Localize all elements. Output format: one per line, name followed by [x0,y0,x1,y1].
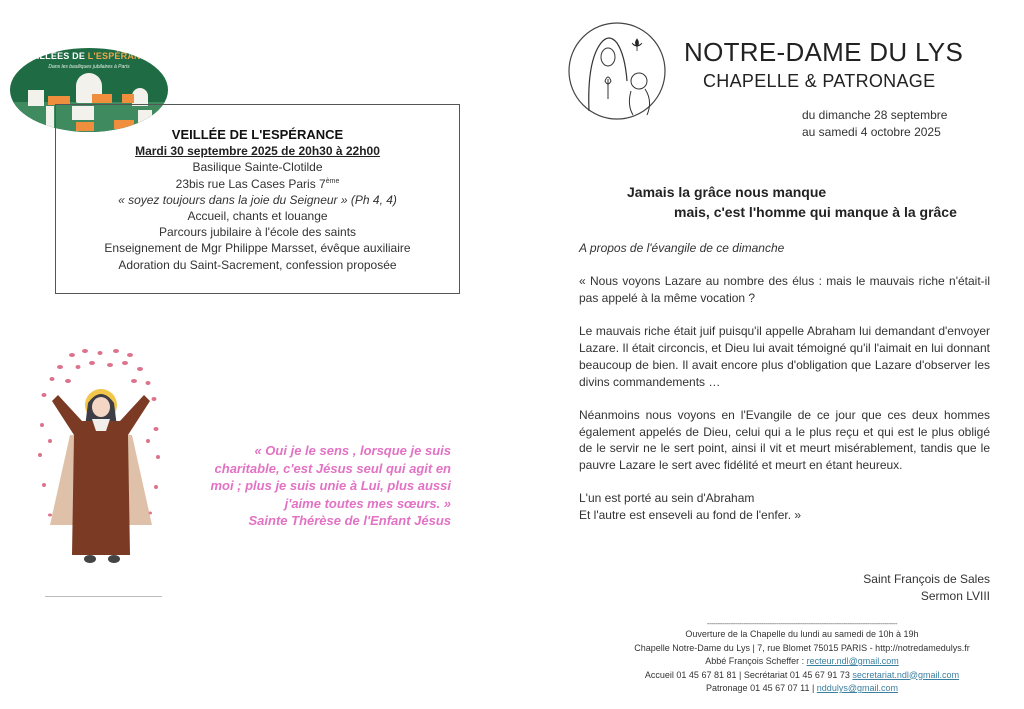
event-verse-text: « soyez toujours dans la joie du Seigneur » [118,192,351,207]
face [92,397,110,417]
rector-label: Abbé François Scheffer : [705,656,807,666]
footer-phones [600,669,1004,683]
article-paragraph: Le mauvais riche était juif puisqu'il appelle Abraham lui demandant d'envoyer Lazare. Il était circoncis, et Dieu lui avait témoigné qu'il l'aimait en lui donnant beaucoup de bien. Il avait encore plus d'obligation que Lazare d'observer les divins commandements … [579,324,990,389]
page-subtitle: CHAPELLE & PATRONAGE [703,71,936,91]
event-item: Parcours jubilaire à l'école des saints [158,225,357,240]
date-from: du dimanche 28 septembre [802,108,948,122]
article-paragraph: Néanmoins nous voyons en l'Evangile de ce jour que ces deux hommes également appelés de Dieu, celui qui a le plus reçu et qui est le plus obligé de le servir ne le sert point, ainsi il vit et meurt misérablement, tandis que le pauvre Lazare le sert avec fidélité et meurt en étant heureux. [579,407,990,473]
quote-line: « Oui je le sens , lorsque je suis [254,443,451,458]
quote-line: j'aime toutes mes sœurs. » [284,495,451,511]
badge-tag [92,94,112,103]
attribution-source: Sermon LVIII [920,588,990,603]
attribution-author: Saint François de Sales [863,572,990,586]
footer-address: Chapelle Notre-Dame du Lys | 7, rue Blomet 75015 PARIS - http://notredamedulys.fr [634,642,970,653]
footer-separator: ---------------------------------------------------------------------------------------- [706,619,898,628]
event-date: Mardi 30 septembre 2025 de 20h30 à 22h00 [135,144,380,159]
church-building-icon [28,90,44,106]
week-dates [802,107,947,141]
phones-text: Accueil 01 45 67 81 81 | Secrétariat 01 45 67 91 73 [644,669,853,680]
badge-title [10,51,168,61]
event-address-sup: ème [325,177,340,185]
event-verse [56,192,459,208]
date-to: au samedi 4 octobre 2025 [802,125,941,139]
notre-dame-du-lys-logo [567,21,667,121]
saint-therese-illustration [30,345,170,580]
patronage-text: Patronage 01 45 67 07 11 | [706,683,817,693]
headline-line-2: mais, c'est l'homme qui manque à la grâce [674,204,957,220]
footer-hours: Ouverture de la Chapelle du lundi au samedi de 10h à 19h [685,629,919,639]
event-item: Enseignement de Mgr Philippe Marsset, évêque auxiliaire [104,241,411,256]
quote-line: charitable, c'est Jésus seul qui agit en [214,460,451,476]
article-paragraph: « Nous voyons Lazare au nombre des élus : mais le mauvais riche n'était-il pas appelé à la même vocation ? [579,274,990,306]
headline-line-1: Jamais la grâce nous manque [627,184,827,200]
article-intro: A propos de l'évangile de ce dimanche [579,241,785,255]
closing-line: L'un est porté au sein d'Abraham [579,491,755,506]
event-box [55,104,460,294]
event-address [56,176,459,192]
event-place: Basilique Sainte-Clotilde [192,160,323,175]
rector-email-link[interactable]: recteur.ndl@gmail.com [806,656,899,666]
event-item: Accueil, chants et louange [187,209,328,224]
footer-patronage [600,682,1004,696]
badge-subtitle: Dans les basiliques jubilaires à Paris [48,64,130,70]
article-closing [579,490,990,523]
footer-rector [600,655,1004,669]
event-verse-ref: (Ph 4, 4) [350,192,397,207]
page-title: NOTRE-DAME DU LYS [684,37,964,67]
event-address-text: 23bis rue Las Cases Paris 7 [175,176,326,191]
divider [45,596,162,597]
badge-title-white: VEILLÉES DE [24,51,88,61]
shoe [84,555,96,563]
badge-title-highlight: L'ESPÉRANCE [87,51,154,61]
quote-line: moi ; plus je suis unie à Lui, plus aussi [210,478,451,493]
closing-line: Et l'autre est enseveli au fond de l'enfer. » [579,508,802,523]
therese-quote [176,442,451,530]
quote-author: Sainte Thérèse de l'Enfant Jésus [248,513,451,528]
badge-tag [122,94,134,103]
event-title: VEILLÉE DE L'ESPÉRANCE [171,127,344,142]
article [579,240,990,524]
patronage-email-link[interactable]: nddulys@gmail.com [816,683,898,693]
secretariat-email-link[interactable]: secretariat.ndl@gmail.com [852,669,960,680]
attribution [863,571,990,604]
spire-icon [46,106,54,128]
event-item: Adoration du Saint-Sacrement, confession proposée [118,257,397,272]
shoe [108,555,120,563]
footer [600,619,1004,696]
